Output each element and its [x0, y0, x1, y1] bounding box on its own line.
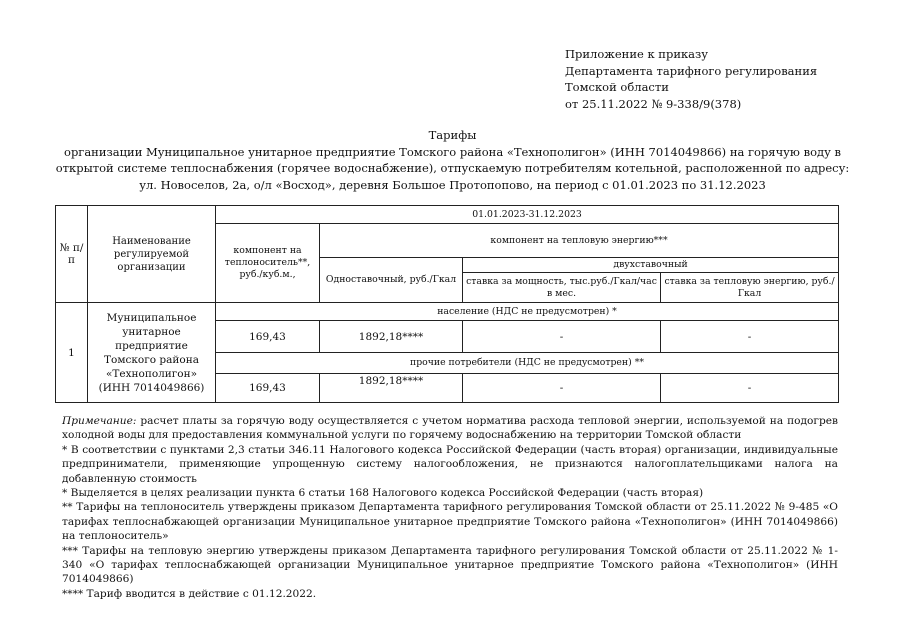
title-line: открытой системе теплоснабжения (горячее водоснабжение), отпускаемую потребителям котельной, расположенной по адресу:: [55, 161, 850, 175]
note-item: * Выделяется в целях реализации пункта 6 статьи 168 Налогового кодекса Российской Федерации (часть вторая): [62, 487, 704, 500]
energy-rate-value: -: [661, 374, 839, 403]
appendix-line: Томской области: [565, 80, 669, 94]
organization-line: унитарное: [122, 325, 181, 338]
single-rate-value: 1892,18****: [320, 374, 463, 403]
note-text: расчет платы за горячую воду осуществляется с учетом норматива расхода тепловой энергии, используемой на подогрев холодной воды для предоставления коммунальной услуги по горячему водоснабжению на территории Томской области: [62, 415, 838, 442]
appendix-line: Приложение к приказу: [565, 47, 709, 61]
document-title: [0, 127, 905, 193]
energy-rate-value: -: [661, 321, 839, 353]
note-item: *** Тарифы на тепловую энергию утверждены приказом Департамента тарифного регулирования Томской области от 25.11.2022 № 1-340 «О тарифах теплоснабжающей организации Муниципальное унитарное предприятие Томского района «Технополигон» (ИНН 7014049866): [62, 544, 838, 586]
single-rate-value: 1892,18****: [320, 321, 463, 353]
note-item: **** Тариф вводится в действие с 01.12.2022.: [62, 587, 317, 600]
header-carrier: компонент на теплоноситель**, руб./куб.м.,: [216, 224, 320, 303]
header-energy: компонент на тепловую энергию***: [320, 224, 839, 258]
title-heading: Тарифы: [428, 128, 477, 142]
organization-line: предприятие: [115, 339, 188, 352]
header-single-rate: Одноставочный, руб./Гкал: [320, 258, 463, 303]
tariff-table: [55, 205, 839, 403]
power-rate-value: -: [463, 374, 661, 403]
title-line: организации Муниципальное унитарное предприятие Томского района «Технополигон» (ИНН 7014049866) на горячую воду в: [64, 144, 841, 159]
power-rate-value: -: [463, 321, 661, 353]
organization-line: Томского района: [104, 353, 199, 366]
appendix-line: от 25.11.2022 № 9-338/9(378): [565, 96, 742, 111]
group-label-other: прочие потребители (НДС не предусмотрен) **: [216, 353, 839, 374]
header-power-rate: ставка за мощность, тыс.руб./Гкал/час в мес.: [463, 273, 661, 303]
carrier-value: 169,43: [216, 374, 320, 403]
organization-line: (ИНН 7014049866): [98, 381, 205, 394]
header-period: 01.01.2023-31.12.2023: [216, 206, 839, 224]
row-number: 1: [56, 303, 88, 403]
note-item: ** Тарифы на теплоноситель утверждены приказом Департамента тарифного регулирования Томской области от 25.11.2022 № 9-485 «О тарифах теплоснабжающей организации Муниципальное унитарное предприятие Томского района «Технополигон» (ИНН 7014049866) на теплоноситель»: [62, 501, 838, 543]
note-main: [62, 414, 838, 443]
organization-line: «Технополигон»: [105, 367, 198, 380]
group-label-population: население (НДС не предусмотрен) *: [216, 303, 839, 321]
appendix-block: [565, 46, 817, 112]
header-double-rate: двухставочный: [463, 258, 839, 273]
header-number: № п/п: [56, 206, 88, 303]
carrier-value: 169,43: [216, 321, 320, 353]
note-item: * В соответствии с пунктами 2,3 статьи 346.11 Налогового кодекса Российской Федерации (часть вторая) организации, индивидуальные предприниматели, применяющие упрощенную систему налогообложения, не признаются налогоплательщиками налога на добавленную стоимость: [62, 443, 838, 485]
title-line: ул. Новоселов, 2а, о/л «Восход», деревня Большое Протопопово, на период с 01.01.2023 по 31.12.2023: [139, 177, 766, 192]
header-organization: Наименование регулируемой организации: [88, 206, 216, 303]
appendix-line: Департамента тарифного регулирования: [565, 63, 818, 78]
notes-block: [62, 414, 838, 601]
organization-name: [88, 303, 216, 403]
organization-line: Муниципальное: [106, 311, 197, 324]
note-label: Примечание:: [62, 415, 137, 427]
header-energy-rate: ставка за тепловую энергию, руб./Гкал: [661, 273, 839, 303]
